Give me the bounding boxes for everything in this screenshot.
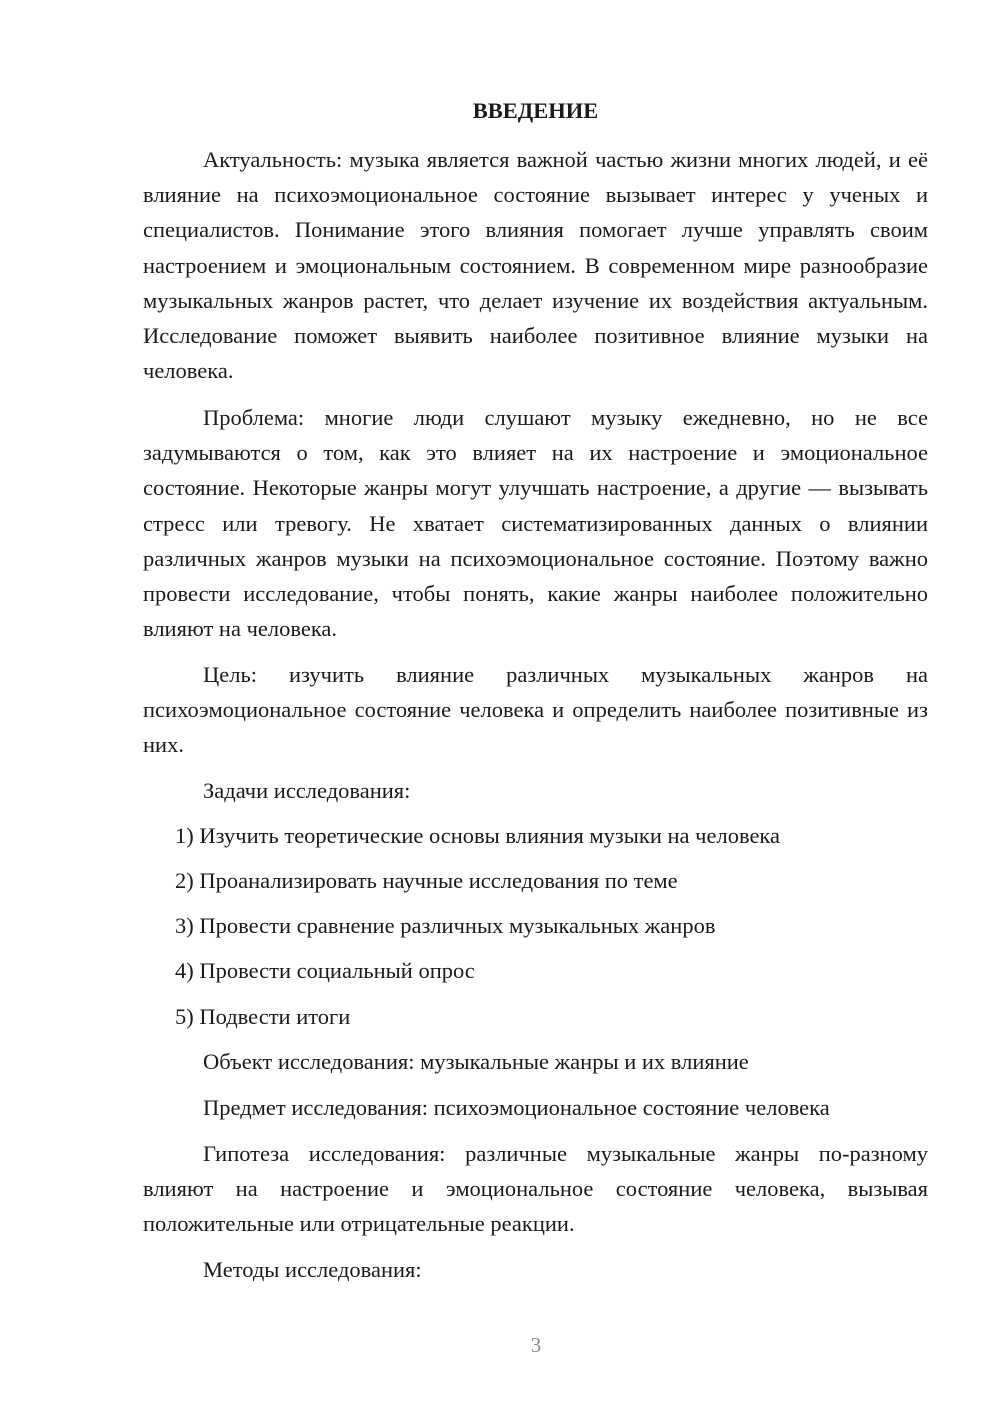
research-object: Объект исследования: музыкальные жанры и их влияние xyxy=(203,1049,749,1074)
paragraph-hypothesis: Гипотеза исследования: различные музыкальные жанры по-разному влияют на настроение и эмоциональное состояние человека, вызывая положительные или отрицательные реакции. xyxy=(143,1141,928,1237)
paragraph-relevance: Актуальность: музыка является важной частью жизни многих людей, и её влияние на психоэмоциональное состояние вызывает интерес у ученых и специалистов. Понимание этого влияния помогает лучше управлять своим настроением и эмоциональным состоянием. В современном мире разнообразие музыкальных жанров растет, что делает изучение их воздействия актуальным. Исследование поможет выявить наиболее позитивное влияние музыки на человека. xyxy=(143,147,928,384)
tasks-heading: Задачи исследования: xyxy=(203,778,411,803)
page-number: 3 xyxy=(530,1333,542,1357)
paragraph-problem: Проблема: многие люди слушают музыку ежедневно, но не все задумываются о том, как это влияет на их настроение и эмоциональное состояние. Некоторые жанры могут улучшать настроение, а другие — вызывать стресс или тревогу. Не хватает систематизированных данных о влиянии различных жанров музыки на психоэмоциональное состояние. Поэтому важно провести исследование, чтобы понять, какие жанры наиболее положительно влияют на человека. xyxy=(143,405,928,642)
methods-heading: Методы исследования: xyxy=(203,1257,422,1282)
task-item-1: 1) Изучить теоретические основы влияния музыки на человека xyxy=(175,823,781,848)
task-item-3: 3) Провести сравнение различных музыкальных жанров xyxy=(175,913,716,938)
research-subject: Предмет исследования: психоэмоциональное состояние человека xyxy=(203,1095,830,1120)
task-item-2: 2) Проанализировать научные исследования по теме xyxy=(175,868,678,893)
page-title: ВВЕДЕНИЕ xyxy=(472,98,599,123)
task-item-5: 5) Подвести итоги xyxy=(175,1004,351,1029)
paragraph-goal: Цель: изучить влияние различных музыкальных жанров на психоэмоциональное состояние человека и определить наиболее позитивные из них. xyxy=(143,662,928,758)
task-item-4: 4) Провести социальный опрос xyxy=(175,958,475,983)
